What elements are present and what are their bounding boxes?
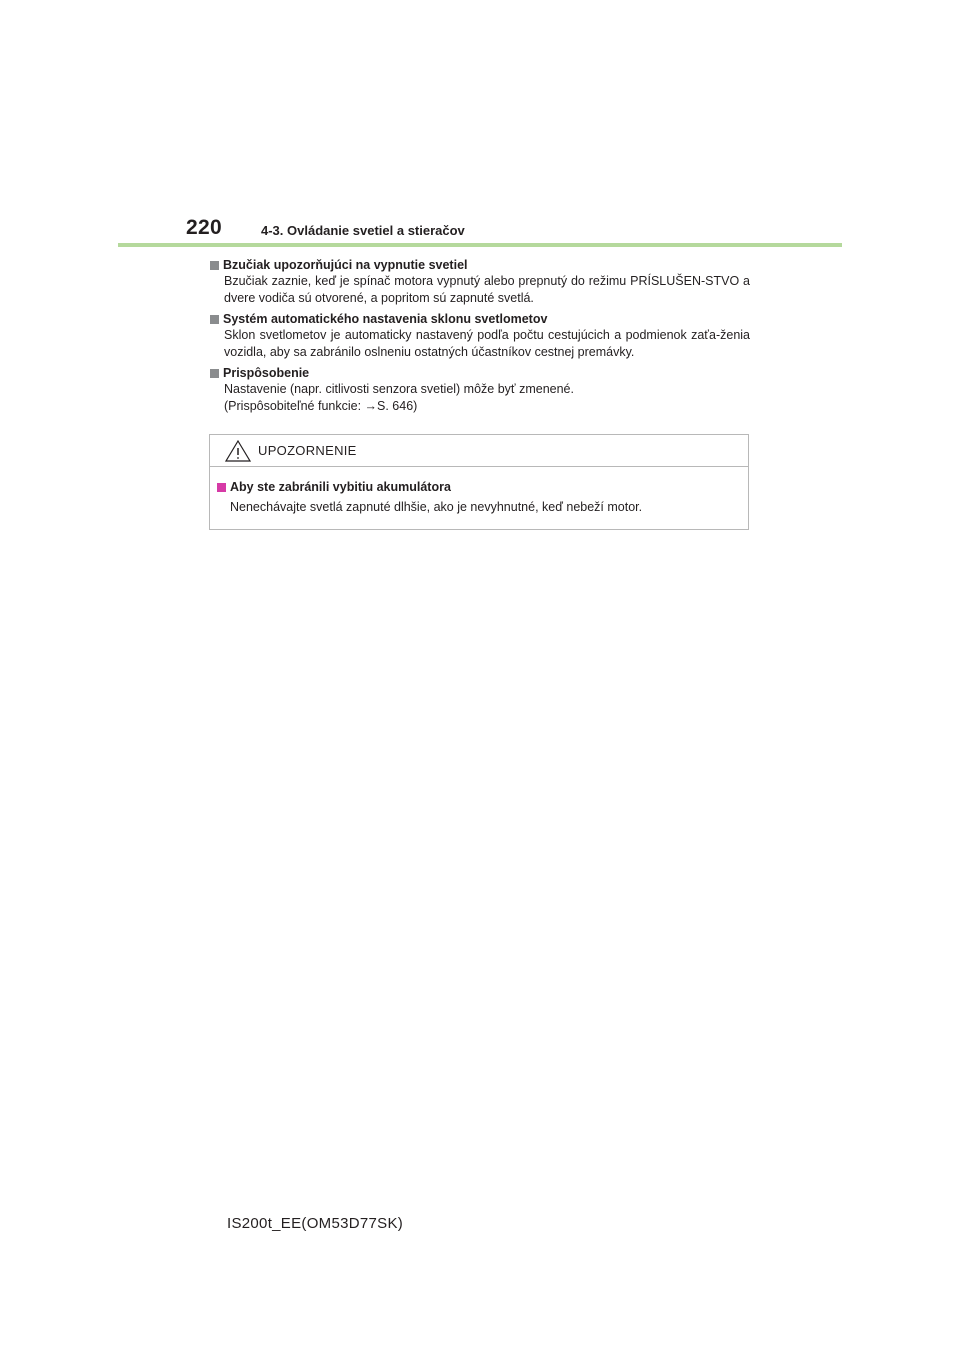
warning-triangle-icon: [225, 439, 251, 463]
square-bullet-icon: [210, 261, 219, 270]
warning-item-heading: [217, 479, 748, 495]
warning-body: [210, 467, 748, 516]
item-reference-link[interactable]: (Prispôsobiteľné funkcie: →S. 646): [224, 399, 418, 413]
item-body: [210, 327, 750, 361]
footer-model-code: IS200t_EE(OM53D77SK): [227, 1215, 404, 1232]
warning-title: UPOZORNENIE: [258, 443, 357, 458]
section-item-headlight-leveling: [210, 311, 750, 361]
square-bullet-icon: [217, 483, 226, 492]
item-body: [210, 273, 750, 307]
header-divider: [118, 243, 842, 247]
section-item-customization: [210, 365, 750, 415]
item-heading-text: Systém automatického nastavenia sklonu svetlometov: [223, 312, 548, 326]
item-paragraph: Nastavenie (napr. citlivosti senzora svetiel) môže byť zmenené.: [224, 382, 574, 396]
warning-paragraph: Nenechávajte svetlá zapnuté dlhšie, ako je nevyhnutné, keď nebeží motor.: [230, 500, 643, 514]
item-heading-text: Prispôsobenie: [223, 366, 310, 380]
page-header: [0, 0, 960, 250]
square-bullet-icon: [210, 315, 219, 324]
item-heading: [210, 365, 750, 381]
item-heading: [210, 311, 750, 327]
warning-item-body: [217, 495, 748, 516]
warning-item-heading-text: Aby ste zabránili vybitiu akumulátora: [230, 480, 451, 494]
item-paragraph: Sklon svetlometov je automaticky nastavený podľa počtu cestujúcich a podmienok zaťa-ženia vozidla, aby sa zabránilo oslneniu ostatných účastníkov cestnej premávky.: [224, 328, 750, 359]
warning-header: [210, 435, 748, 467]
item-paragraph: Bzučiak zaznie, keď je spínač motora vypnutý alebo prepnutý do režimu PRÍSLUŠEN-STVO a dvere vodiča sú otvorené, a popritom sú zapnuté svetlá.: [224, 274, 750, 305]
section-item-buzzer: [210, 257, 750, 307]
item-heading-text: Bzučiak upozorňujúci na vypnutie svetiel: [223, 258, 468, 272]
square-bullet-icon: [210, 369, 219, 378]
item-heading: [210, 257, 750, 273]
page-number: 220: [186, 216, 222, 239]
warning-box: [209, 434, 749, 530]
item-body: [210, 381, 750, 415]
main-content: [210, 257, 750, 419]
section-title: 4-3. Ovládanie svetiel a stieračov: [261, 223, 465, 238]
